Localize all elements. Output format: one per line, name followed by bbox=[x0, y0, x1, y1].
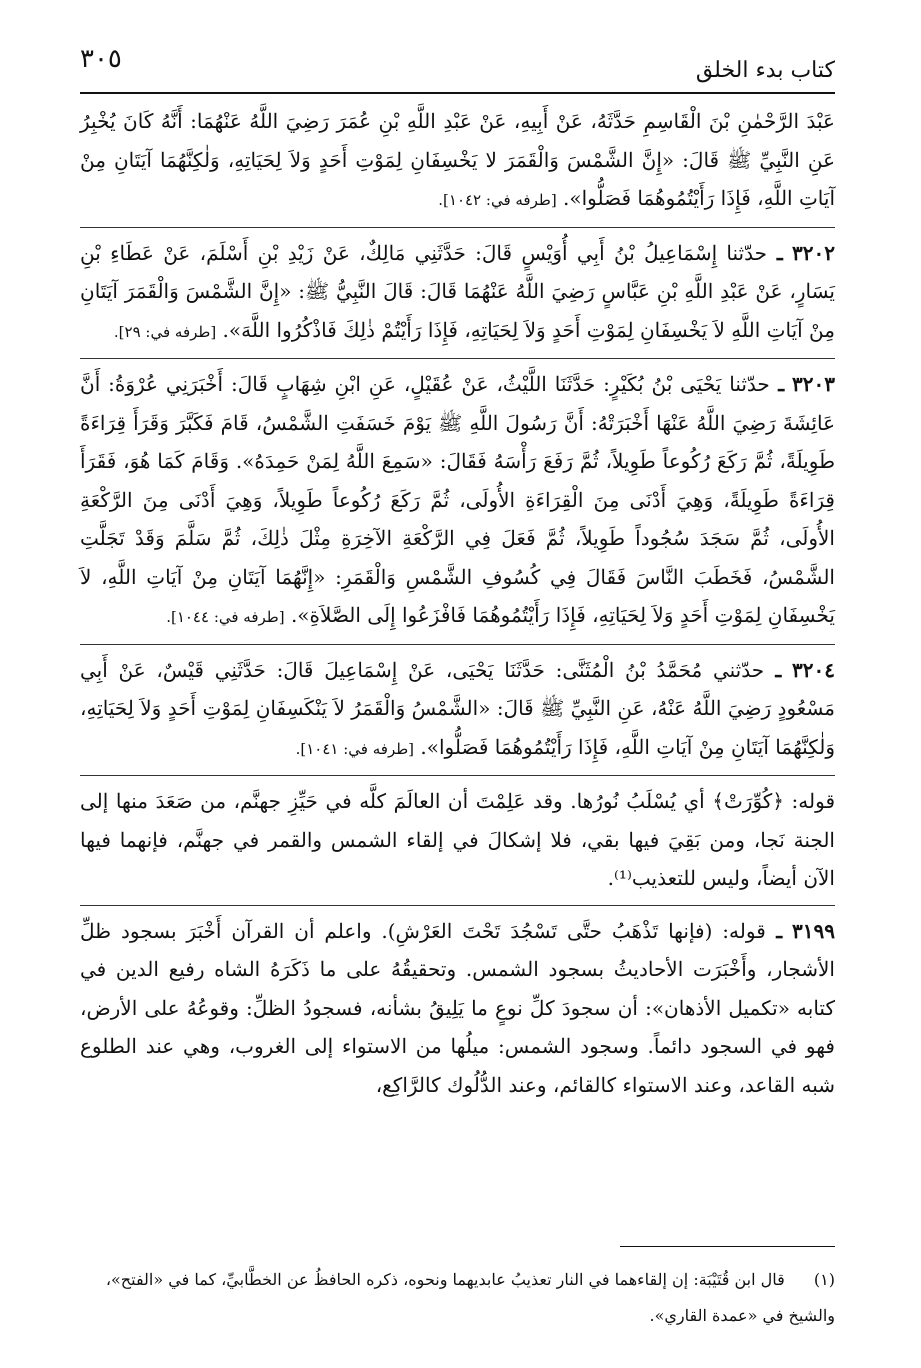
hadith-divider bbox=[80, 644, 835, 645]
commentary-paragraph: ٣١٩٩ ـ قوله: (فإنها تَذْهَبُ حتَّى تَسْجُدَ تَحْتَ العَرْشِ). واعلم أن القرآن أَخْبَرَ بسجود ظلِّ الأشجار، وأَخْبَرَت الأحاديثُ بسجود الشمس. وتحقيقُهُ على ما ذَكَرَهُ الشاه رفيع الدين في كتابه «تكميل الأذهان»: أن سجودَ كلِّ نوعٍ ما يَلِيقُ بشأنه، فسجودُ الظلِّ: وقوعُهُ على الأرض، فهو في السجود دائماً. وسجود الشمس: ميلُها من الاستواء إلى الغروب، وهي عند الطلوع شبه القاعد، وعند الاستواء كالقائم، وعند الدُّلُوك كالرَّاكِع، bbox=[80, 918, 835, 1097]
hadith-text: حدّثني مُحَمَّدُ بْنُ الْمُثَنَّى: حَدَّثَنَا يَحْيَى، عَنْ إِسْمَاعِيلَ قَالَ: حَدَّثَنِي قَيْسٌ، عَنْ أَبِي مَسْعُودٍ رَضِيَ اللَّهُ عَنْهُ، عَنِ النَّبِيِّ ﷺ قَالَ: «الشَّمْسُ وَالْقَمَرُ لاَ يَنْكَسِفَانِ لِمَوْتِ أَحَدٍ وَلاَ لِحَيَاتِهِ، وَلٰكِنَّهُمَا آيَتَانِ مِنْ آيَاتِ اللَّهِ، فَإِذَا رَأَيْتُمُوهُمَا فَصَلُّوا». bbox=[80, 657, 835, 759]
hadith-reference: [طرفه في: ١٠٤٤]. bbox=[166, 608, 285, 626]
hadith-text: حدّثنا إِسْمَاعِيلُ بْنُ أَبِي أُوَيْسٍ قَالَ: حَدَّثَنِي مَالِكٌ، عَنْ زَيْدِ بْنِ أَسْلَمَ، عَنْ عَطَاءِ بْنِ يَسَارٍ، عَنْ عَبْدِ اللَّهِ بْنِ عَبَّاسٍ رَضِيَ اللَّهُ عَنْهُمَا قَالَ: قَالَ النَّبِيُّ ﷺ: «إِنَّ الشَّمْسَ وَالْقَمَرَ آيَتَانِ مِنْ آيَاتِ اللَّهِ لاَ يَخْسِفَانِ لِمَوْتِ أَحَدٍ وَلاَ لِحَيَاتِهِ، فَإِذَا رَأَيْتُمْ ذٰلِكَ فَاذْكُرُوا اللَّهَ». bbox=[80, 240, 835, 342]
hadith-reference: [طرفه في: ١٠٤١]. bbox=[295, 739, 415, 758]
page-number: ٣٠٥ bbox=[80, 44, 122, 74]
footnote-divider bbox=[620, 1246, 835, 1247]
hadith-paragraph: ٣٢٠٢ ـ حدّثنا إِسْمَاعِيلُ بْنُ أَبِي أُوَيْسٍ قَالَ: حَدَّثَنِي مَالِكٌ، عَنْ زَيْدِ بْنِ أَسْلَمَ، عَنْ عَطَاءِ بْنِ يَسَارٍ، عَنْ عَبْدِ اللَّهِ بْنِ عَبَّاسٍ رَضِيَ اللَّهُ عَنْهُمَا قَالَ: قَالَ النَّبِيُّ ﷺ: «إِنَّ الشَّمْسَ وَالْقَمَرَ آيَتَانِ مِنْ آيَاتِ اللَّهِ لاَ يَخْسِفَانِ لِمَوْتِ أَحَدٍ وَلاَ لِحَيَاتِهِ، فَإِذَا رَأَيْتُمْ ذٰلِكَ فَاذْكُرُوا اللَّهَ». [طرفه في: ٢٩]. bbox=[80, 240, 836, 342]
commentary-text: قوله: (فإنها تَذْهَبُ حتَّى تَسْجُدَ تَحْتَ العَرْشِ). واعلم أن القرآن أَخْبَرَ بسجود ظلِّ الأشجار، وأَخْبَرَت الأحاديثُ بسجود الشمس. وتحقيقُهُ على ما ذَكَرَهُ الشاه رفيع الدين في كتابه «تكميل الأذهان»: أن سجودَ كلِّ نوعٍ ما يَلِيقُ بشأنه، فسجودُ الظلِّ: وقوعُهُ على الأرض، فهو في السجود دائماً. وسجود الشمس: ميلُها من الاستواء إلى الغروب، وهي عند الطلوع شبه القاعد، وعند الاستواء كالقائم، وعند الدُّلُوك كالرَّاكِع، bbox=[80, 918, 835, 1097]
hadith-text: عَبْدَ الرَّحْمٰنِ بْنَ الْقَاسِمِ حَدَّثَهُ، عَنْ أَبِيهِ، عَنْ عَبْدِ اللَّهِ بْنِ عُمَرَ رَضِيَ اللَّهُ عَنْهُمَا: أَنَّهُ كَانَ يُخْبِرُ عَنِ النَّبِيِّ ﷺ قَالَ: «إِنَّ الشَّمْسَ وَالْقَمَرَ لا يَخْسِفَانِ لِمَوْتِ أَحَدٍ وَلاَ لِحَيَاتِهِ، وَلٰكِنَّهُمَا آيَتَانِ مِنْ آيَاتِ اللَّهِ، فَإِذَا رَأَيْتُمُوهُمَا فَصَلُّوا». bbox=[80, 109, 835, 210]
commentary-text: قوله: ﴿كُوِّرَتْ﴾ أي يُسْلَبُ نُورُها. وقد عَلِمْتَ أن العالَمَ كلَّه في حَيِّزِ جهنَّم، من صَعَدَ منها إلى الجنة نَجا، ومن بَقِيَ فيها بقي، فلا إشكالَ في إلقاء الشمس والقمر في جهنَّم، فإنهما فيها الآن أيضاً، وليس للتعذيب⁽¹⁾. bbox=[80, 789, 835, 890]
hadith-number: ٣٢٠٤ bbox=[792, 657, 835, 682]
hadith-number: ٣٢٠٢ bbox=[792, 240, 836, 265]
hadith-divider bbox=[80, 358, 835, 359]
hadith-reference: [طرفه في: ٢٩]. bbox=[113, 322, 217, 341]
commentary-paragraph bbox=[80, 782, 835, 898]
hadith-number: ٣٢٠٣ bbox=[792, 372, 835, 396]
page-header bbox=[80, 38, 835, 90]
footnote-number: (١) bbox=[813, 1270, 835, 1289]
hadith-paragraph: ٣٢٠٣ ـ حدّثنا يَحْيَى بْنُ بُكَيْرٍ: حَدَّثَنَا اللَّيْثُ، عَنْ عُقَيْلٍ، عَنِ ابْنِ شِهَابٍ قَالَ: أَخْبَرَنِي عُرْوَةُ: أَنَّ عَائِشَةَ رَضِيَ اللَّهُ عَنْهَا أَخْبَرَتْهُ: أَنَّ رَسُولَ اللَّهِ ﷺ يَوْمَ خَسَفَتِ الشَّمْسُ، قَامَ فَكَبَّرَ وَقَرَأَ قِرَاءَةً طَوِيلَةً، ثُمَّ رَكَعَ رُكُوعاً طَوِيلاً، ثُمَّ رَفَعَ رَأْسَهُ فَقَالَ: «سَمِعَ اللَّهُ لِمَنْ حَمِدَهُ». وَقَامَ كَمَا هُوَ، فَقَرَأَ قِرَاءَةً طَوِيلَةً، وَهِيَ أَدْنَى مِنَ الْقِرَاءَةِ الأُولَى، ثُمَّ رَكَعَ رُكُوعاً طَوِيلاً، وَهِيَ أَدْنَى مِنَ الرَّكْعَةِ الأُولَى، ثُمَّ سَجَدَ سُجُوداً طَوِيلاً، ثُمَّ فَعَلَ فِي الرَّكْعَةِ الآخِرَةِ مِثْلَ ذٰلِكَ، ثُمَّ سَلَّمَ وَقَدْ تَجَلَّتِ الشَّمْسُ، فَخَطَبَ النَّاسَ فَقَالَ فِي كُسُوفِ الشَّمْسِ وَالْقَمَرِ: «إِنَّهُمَا آيَتَانِ مِنْ آيَاتِ اللَّهِ، لاَ يَخْسِفَانِ لِمَوْتِ أَحَدٍ وَلاَ لِحَيَاتِهِ، فَإِذَا رَأَيْتُمُوهُمَا فَافْزَعُوا إِلَى الصَّلاَةِ». [طرفه في: ١٠٤٤]. bbox=[80, 372, 835, 627]
footnote bbox=[80, 1262, 835, 1334]
hadith-text: حدّثنا يَحْيَى بْنُ بُكَيْرٍ: حَدَّثَنَا اللَّيْثُ، عَنْ عُقَيْلٍ، عَنِ ابْنِ شِهَابٍ قَالَ: أَخْبَرَنِي عُرْوَةُ: أَنَّ عَائِشَةَ رَضِيَ اللَّهُ عَنْهَا أَخْبَرَتْهُ: أَنَّ رَسُولَ اللَّهِ ﷺ يَوْمَ خَسَفَتِ الشَّمْسُ، قَامَ فَكَبَّرَ وَقَرَأَ قِرَاءَةً طَوِيلَةً، ثُمَّ رَكَعَ رُكُوعاً طَوِيلاً، ثُمَّ رَفَعَ رَأْسَهُ فَقَالَ: «سَمِعَ اللَّهُ لِمَنْ حَمِدَهُ». وَقَامَ كَمَا هُوَ، فَقَرَأَ قِرَاءَةً طَوِيلَةً، وَهِيَ أَدْنَى مِنَ الْقِرَاءَةِ الأُولَى، ثُمَّ رَكَعَ رُكُوعاً طَوِيلاً، وَهِيَ أَدْنَى مِنَ الرَّكْعَةِ الأُولَى، ثُمَّ سَجَدَ سُجُوداً طَوِيلاً، ثُمَّ فَعَلَ فِي الرَّكْعَةِ الآخِرَةِ مِثْلَ ذٰلِكَ، ثُمَّ سَلَّمَ وَقَدْ تَجَلَّتِ الشَّمْسُ، فَخَطَبَ النَّاسَ فَقَالَ فِي كُسُوفِ الشَّمْسِ وَالْقَمَرِ: «إِنَّهُمَا آيَتَانِ مِنْ آيَاتِ اللَّهِ، لاَ يَخْسِفَانِ لِمَوْتِ أَحَدٍ وَلاَ لِحَيَاتِهِ، فَإِذَا رَأَيْتُمُوهُمَا فَافْزَعُوا إِلَى الصَّلاَةِ». bbox=[80, 372, 835, 627]
header-divider bbox=[80, 92, 835, 94]
book-title: كتاب بدء الخلق bbox=[695, 58, 835, 83]
commentary-divider bbox=[80, 905, 835, 906]
hadith-paragraph bbox=[80, 102, 835, 220]
commentary-number: ٣١٩٩ bbox=[792, 918, 835, 943]
hadith-divider bbox=[80, 227, 835, 228]
footnote-text: قال ابن قُتَيْبَة: إن إلقاءهما في النار تعذيبُ عابديهما ونحوه، ذكره الحافظُ عن الخطَّابيِّ، كما في «الفتح»، والشيخ في «عمدة القاري». bbox=[105, 1270, 835, 1325]
hadith-reference: [طرفه في: ١٠٤٢]. bbox=[438, 191, 557, 209]
hadith-divider bbox=[80, 775, 835, 776]
hadith-paragraph: ٣٢٠٤ ـ حدّثني مُحَمَّدُ بْنُ الْمُثَنَّى: حَدَّثَنَا يَحْيَى، عَنْ إِسْمَاعِيلَ قَالَ: حَدَّثَنِي قَيْسٌ، عَنْ أَبِي مَسْعُودٍ رَضِيَ اللَّهُ عَنْهُ، عَنِ النَّبِيِّ ﷺ قَالَ: «الشَّمْسُ وَالْقَمَرُ لاَ يَنْكَسِفَانِ لِمَوْتِ أَحَدٍ وَلاَ لِحَيَاتِهِ، وَلٰكِنَّهُمَا آيَتَانِ مِنْ آيَاتِ اللَّهِ، فَإِذَا رَأَيْتُمُوهُمَا فَصَلُّوا». [طرفه في: ١٠٤١]. bbox=[80, 657, 835, 759]
main-text bbox=[80, 102, 835, 1104]
